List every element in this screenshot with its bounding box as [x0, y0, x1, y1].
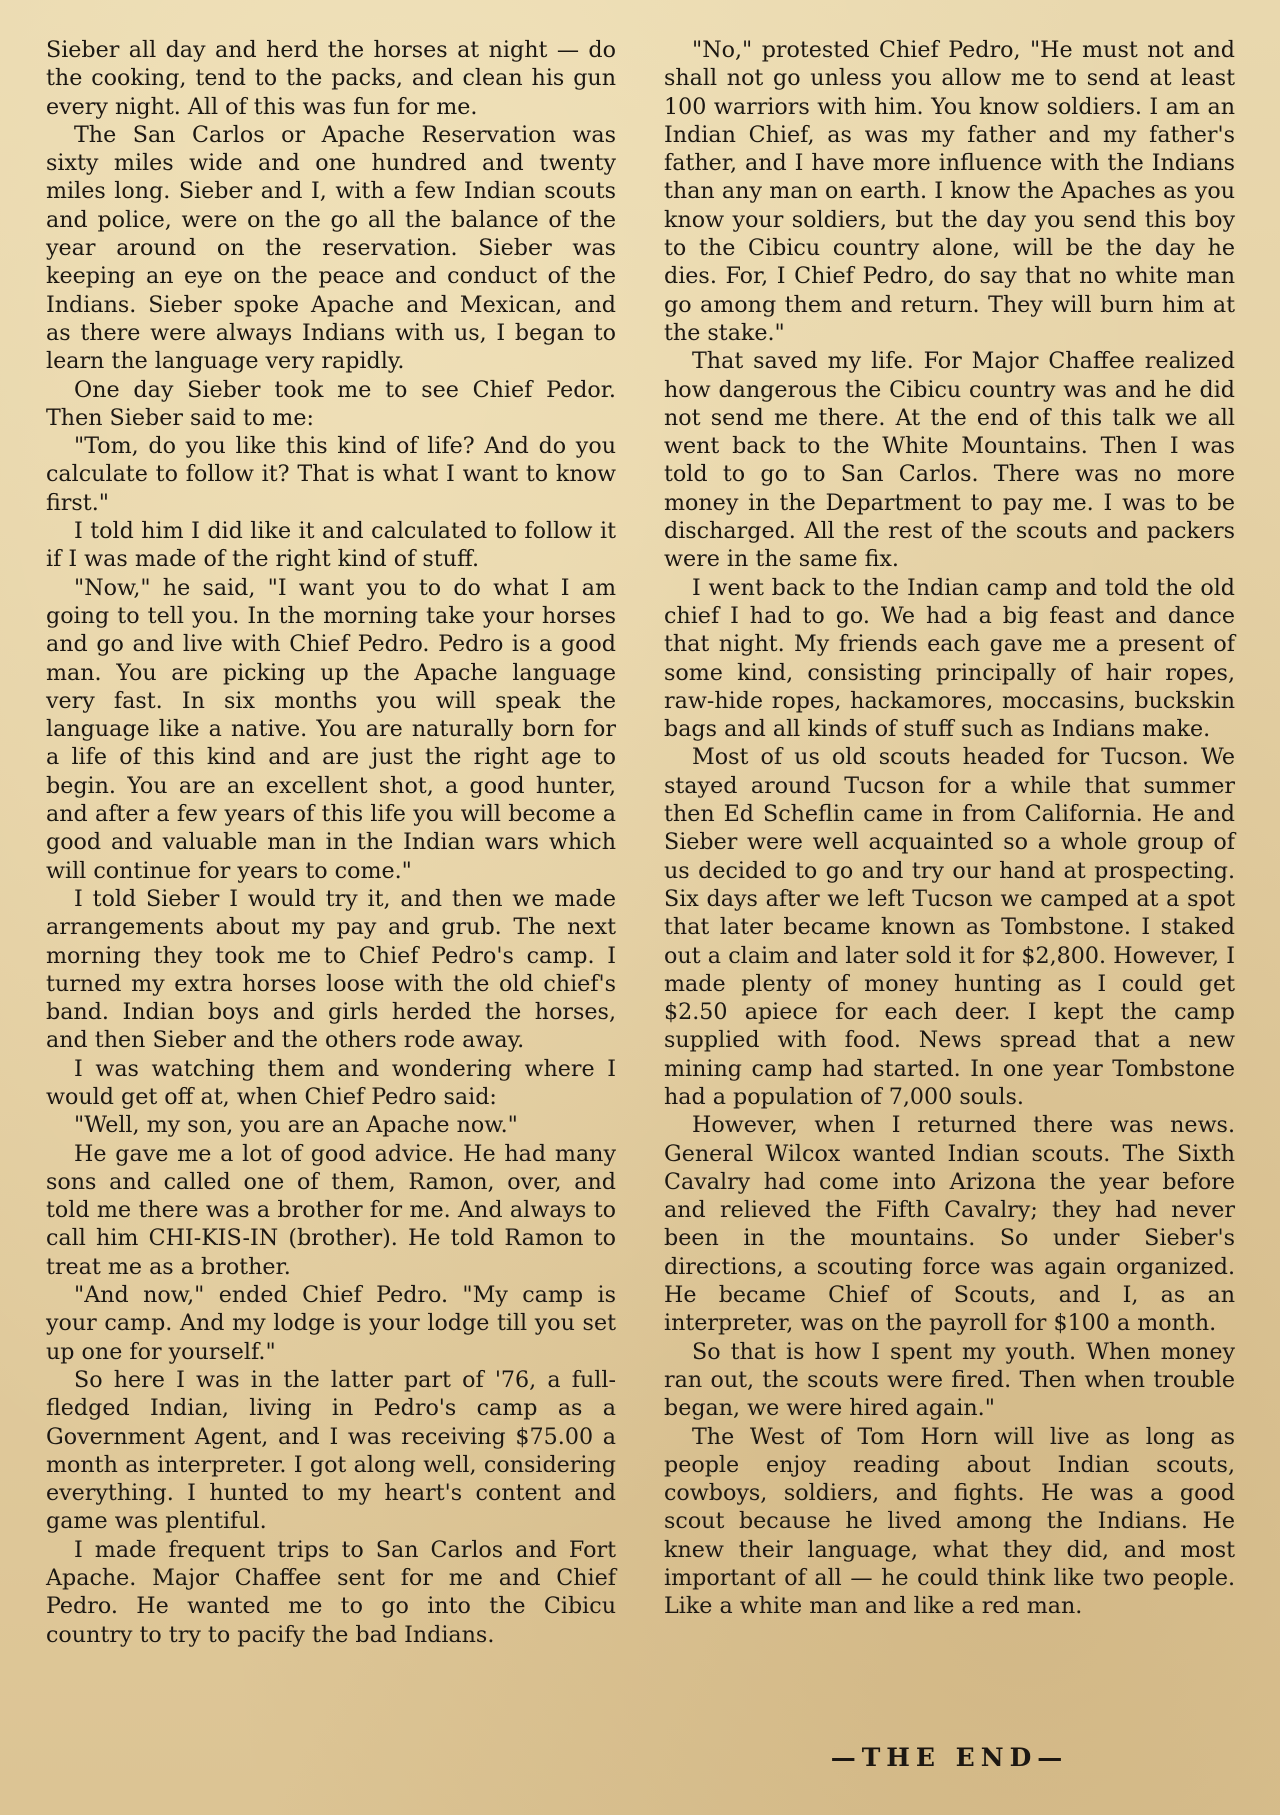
left-text-column	[46, 36, 616, 1649]
paragraph: I told him I did like it and calculated to follow it if I was made of the right kind of stuff.	[46, 518, 616, 573]
paragraph: Sieber all day and herd the horses at night — do the cooking, tend to the packs, and clean his gun every night. All of this was fun for me.	[46, 37, 616, 120]
paragraph: "And now," ended Chief Pedro. "My camp is your camp. And my lodge is your lodge till you set up one for yourself."	[46, 1282, 616, 1365]
paragraph: The West of Tom Horn will live as long as people enjoy reading about Indian scouts, cowboys, soldiers, and fights. He was a good scout because he lived among the Indians. He knew their language, what they did, and most important of all — he could think like two people. Like a white man and like a red man.	[664, 1423, 1235, 1620]
the-end-mark: —THE END—	[830, 1743, 1069, 1772]
paragraph: "Well, my son, you are an Apache now."	[74, 1112, 518, 1139]
paragraph: I told Sieber I would try it, and then we made arrangements about my pay and grub. The next morning they took me to Chief Pedro's camp. I turned my extra horses loose with the old chief's band. Indian boys and girls herded the horses, and then Sieber and the others rode away.	[46, 885, 616, 1054]
paragraph: Most of us old scouts headed for Tucson. We stayed around Tucson for a while that summer then Ed Scheflin came in from California. He and Sieber were well acquainted so a whole group of us decided to go and try our hand at prospecting. Six days after we left Tucson we camped at a spot that later became known as Tombstone. I staked out a claim and later sold it for $2,800. However, I made plenty of money hunting as I could get $2.50 apiece for each deer. I kept the camp supplied with food. News spread that a new mining camp had started. In one year Tombstone had a population of 7,000 souls.	[664, 744, 1235, 1110]
paragraph: The San Carlos or Apache Reservation was sixty miles wide and one hundred and twenty miles long. Sieber and I, with a few Indian scouts and police, were on the go all the balance of the year around on the reservation. Sieber was keeping an eye on the peace and conduct of the Indians. Sieber spoke Apache and Mexican, and as there were always Indians with us, I began to learn the language very rapidly.	[46, 121, 616, 375]
paragraph: "No," protested Chief Pedro, "He must not and shall not go unless you allow me to send at least 100 warriors with him. You know soldiers. I am an Indian Chief, as was my father and my father's father, and I have more influence with the Indians than any man on earth. I know the Apaches as you know your soldiers, but the day you send this boy to the Cibicu country alone, will be the day he dies. For, I Chief Pedro, do say that no white man go among them and return. They will burn him at the stake."	[664, 37, 1235, 346]
paragraph: One day Sieber took me to see Chief Pedor. Then Sieber said to me:	[46, 376, 616, 431]
paragraph: "Now," he said, "I want you to do what I am going to tell you. In the morning take your horses and go and live with Chief Pedro. Pedro is a good man. You are picking up the Apache language very fast. In six months you will speak the language like a native. You are naturally born for a life of this kind and are just the right age to begin. You are an excellent shot, a good hunter, and after a few years of this life you will become a good and valuable man in the Indian wars which will continue for years to come."	[46, 574, 616, 884]
paragraph: I went back to the Indian camp and told the old chief I had to go. We had a big feast and dance that night. My friends each gave me a present of some kind, consisting principally of hair ropes, raw-hide ropes, hackamores, moccasins, buckskin bags and all kinds of stuff such as Indians make.	[664, 574, 1235, 743]
paragraph: He gave me a lot of good advice. He had many sons and called one of them, Ramon, over, and told me there was a brother for me. And always to call him CHI-KIS-IN (brother). He told Ramon to treat me as a brother.	[46, 1140, 616, 1280]
paragraph: However, when I returned there was news. General Wilcox wanted Indian scouts. The Sixth Cavalry had come into Arizona the year before and relieved the Fifth Cavalry; they had never been in the mountains. So under Sieber's directions, a scouting force was again organized. He became Chief of Scouts, and I, as an interpreter, was on the payroll for $100 a month.	[664, 1112, 1235, 1337]
paragraph: "Tom, do you like this kind of life? And do you calculate to follow it? That is what I want to know first."	[46, 433, 616, 516]
paragraph: I made frequent trips to San Carlos and Fort Apache. Major Chaffee sent for me and Chief Pedro. He wanted me to go into the Cibicu country to try to pacify the bad Indians.	[46, 1536, 616, 1648]
right-text-column	[664, 36, 1235, 1621]
paragraph: So here I was in the latter part of '76, a full-fledged Indian, living in Pedro's camp as a Government Agent, and I was receiving $75.00 a month as interpreter. I got along well, considering everything. I hunted to my heart's content and game was plentiful.	[46, 1366, 616, 1535]
paragraph: I was watching them and wondering where I would get off at, when Chief Pedro said:	[46, 1055, 616, 1110]
paragraph: That saved my life. For Major Chaffee realized how dangerous the Cibicu country was and he did not send me there. At the end of this talk we all went back to the White Mountains. Then I was told to go to San Carlos. There was no more money in the Department to pay me. I was to be discharged. All the rest of the scouts and packers were in the same fix.	[664, 348, 1235, 573]
paragraph: So that is how I spent my youth. When money ran out, the scouts were fired. Then when trouble began, we were hired again."	[664, 1338, 1235, 1422]
